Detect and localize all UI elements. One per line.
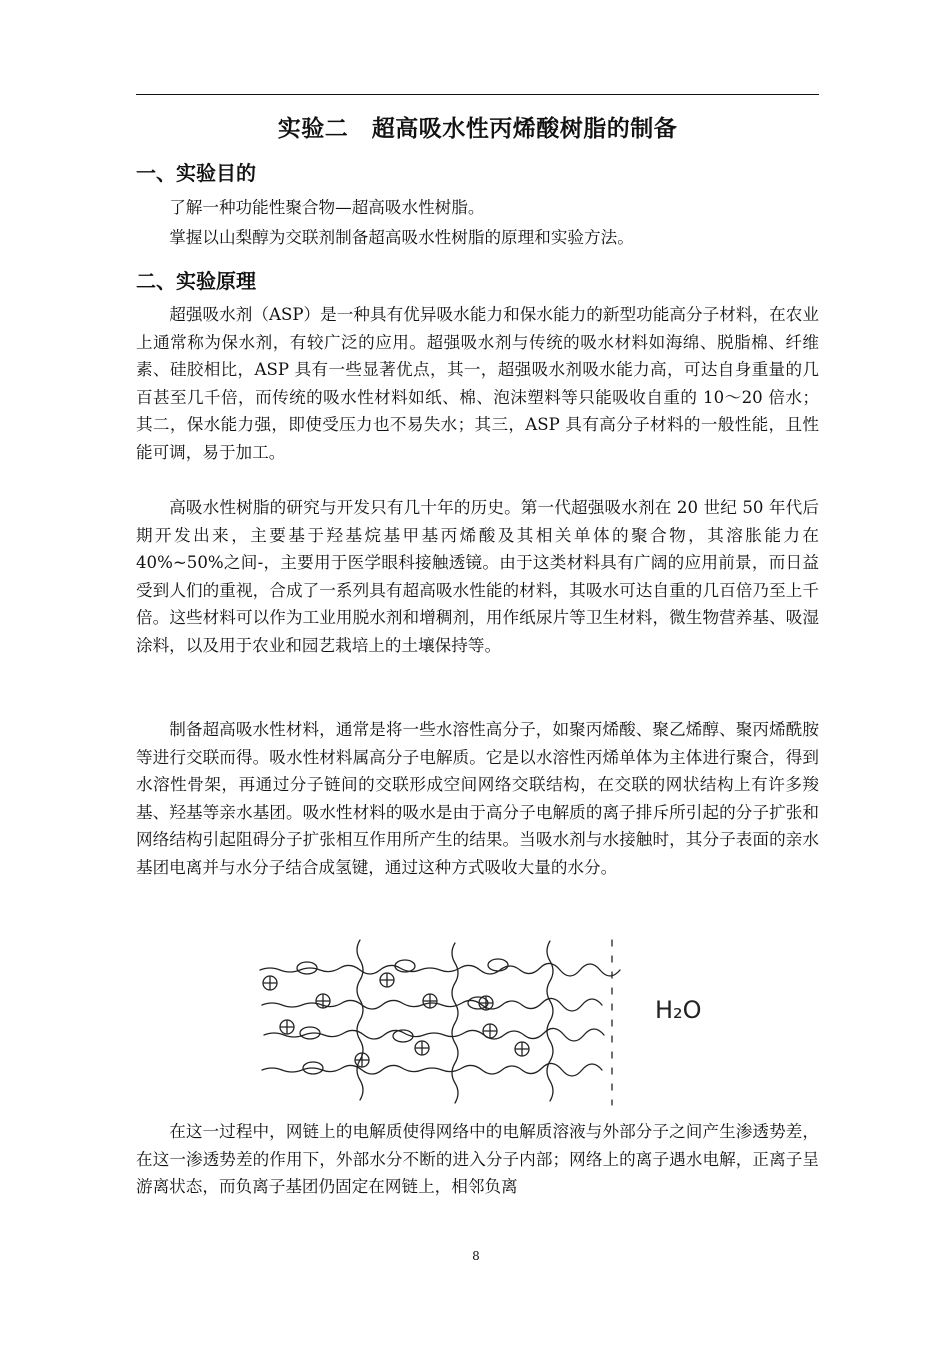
section-heading-purpose: 一、实验目的 [136,161,256,185]
principle-paragraph-4: 在这一过程中，网链上的电解质使得网络中的电解质溶液与外部分子之间产生渗透势差，在这一渗透势差的作用下，外部水分不断的进入分子内部；网络上的离子遇水电解，正离子呈游离状态，而负离子基团仍固定在网链上，相邻负离 [136,1122,819,1197]
section-heading-principle: 二、实验原理 [136,269,256,293]
h2o-label: H₂O [655,996,702,1024]
page-number: 8 [472,1249,480,1263]
header-rule [136,94,819,95]
principle-paragraph-2: 高吸水性树脂的研究与开发只有几十年的历史。第一代超强吸水剂在 20 世纪 50 年代后期开发出来，主要基于羟基烷基甲基丙烯酸及其相关单体的聚合物，其溶胀能力在 40%~50%之间-，主要用于医学眼科接触透镜。由于这类材料具有广阔的应用前景，而日益受到人们的重视，合成了一系列具有超高吸水性能的材料，其吸水可达自重的几百倍乃至上千倍。这些材料可以作为工业用脱水剂和增稠剂，用作纸尿片等卫生材料，微生物营养基、吸湿涂料，以及用于农业和园艺栽培上的土壤保持等。 [136,498,819,655]
purpose-item-2: 掌握以山梨醇为交联剂制备超高吸水性树脂的原理和实验方法。 [169,228,634,247]
principle-paragraph-3: 制备超高吸水性材料，通常是将一些水溶性高分子，如聚丙烯酸、聚乙烯醇、聚丙烯酰胺等进行交联而得。吸水性材料属高分子电解质。它是以水溶性丙烯单体为主体进行聚合，得到水溶性骨架，再通过分子链间的交联形成空间网络交联结构，在交联的网状结构上有许多羧基、羟基等亲水基团。吸水性材料的吸水是由于高分子电解质的离子排斥所引起的分子扩张和网络结构引起阻碍分子扩张相互作用所产生的结果。当吸水剂与水接触时，其分子表面的亲水基团电离并与水分子结合成氢键，通过这种方式吸收大量的水分。 [136,720,819,877]
page-title: 实验二 超高吸水性丙烯酸树脂的制备 [277,116,678,142]
polymer-network-diagram [250,935,720,1110]
principle-paragraph-1: 超强吸水剂（ASP）是一种具有优异吸水能力和保水能力的新型功能高分子材料，在农业上通常称为保水剂，有较广泛的应用。超强吸水剂与传统的吸水材料如海绵、脱脂棉、纤维素、硅胶相比，ASP 具有一些显著优点，其一，超强吸水剂吸水能力高，可达自身重量的几百甚至几千倍，而传统的吸水性材料如纸、棉、泡沫塑料等只能吸收自重的 10～20 倍水；其二，保水能力强，即使受压力也不易失水；其三，ASP 具有高分子材料的一般性能，且性能可调，易于加工。 [136,305,819,462]
purpose-item-1: 了解一种功能性聚合物—超高吸水性树脂。 [169,198,485,217]
